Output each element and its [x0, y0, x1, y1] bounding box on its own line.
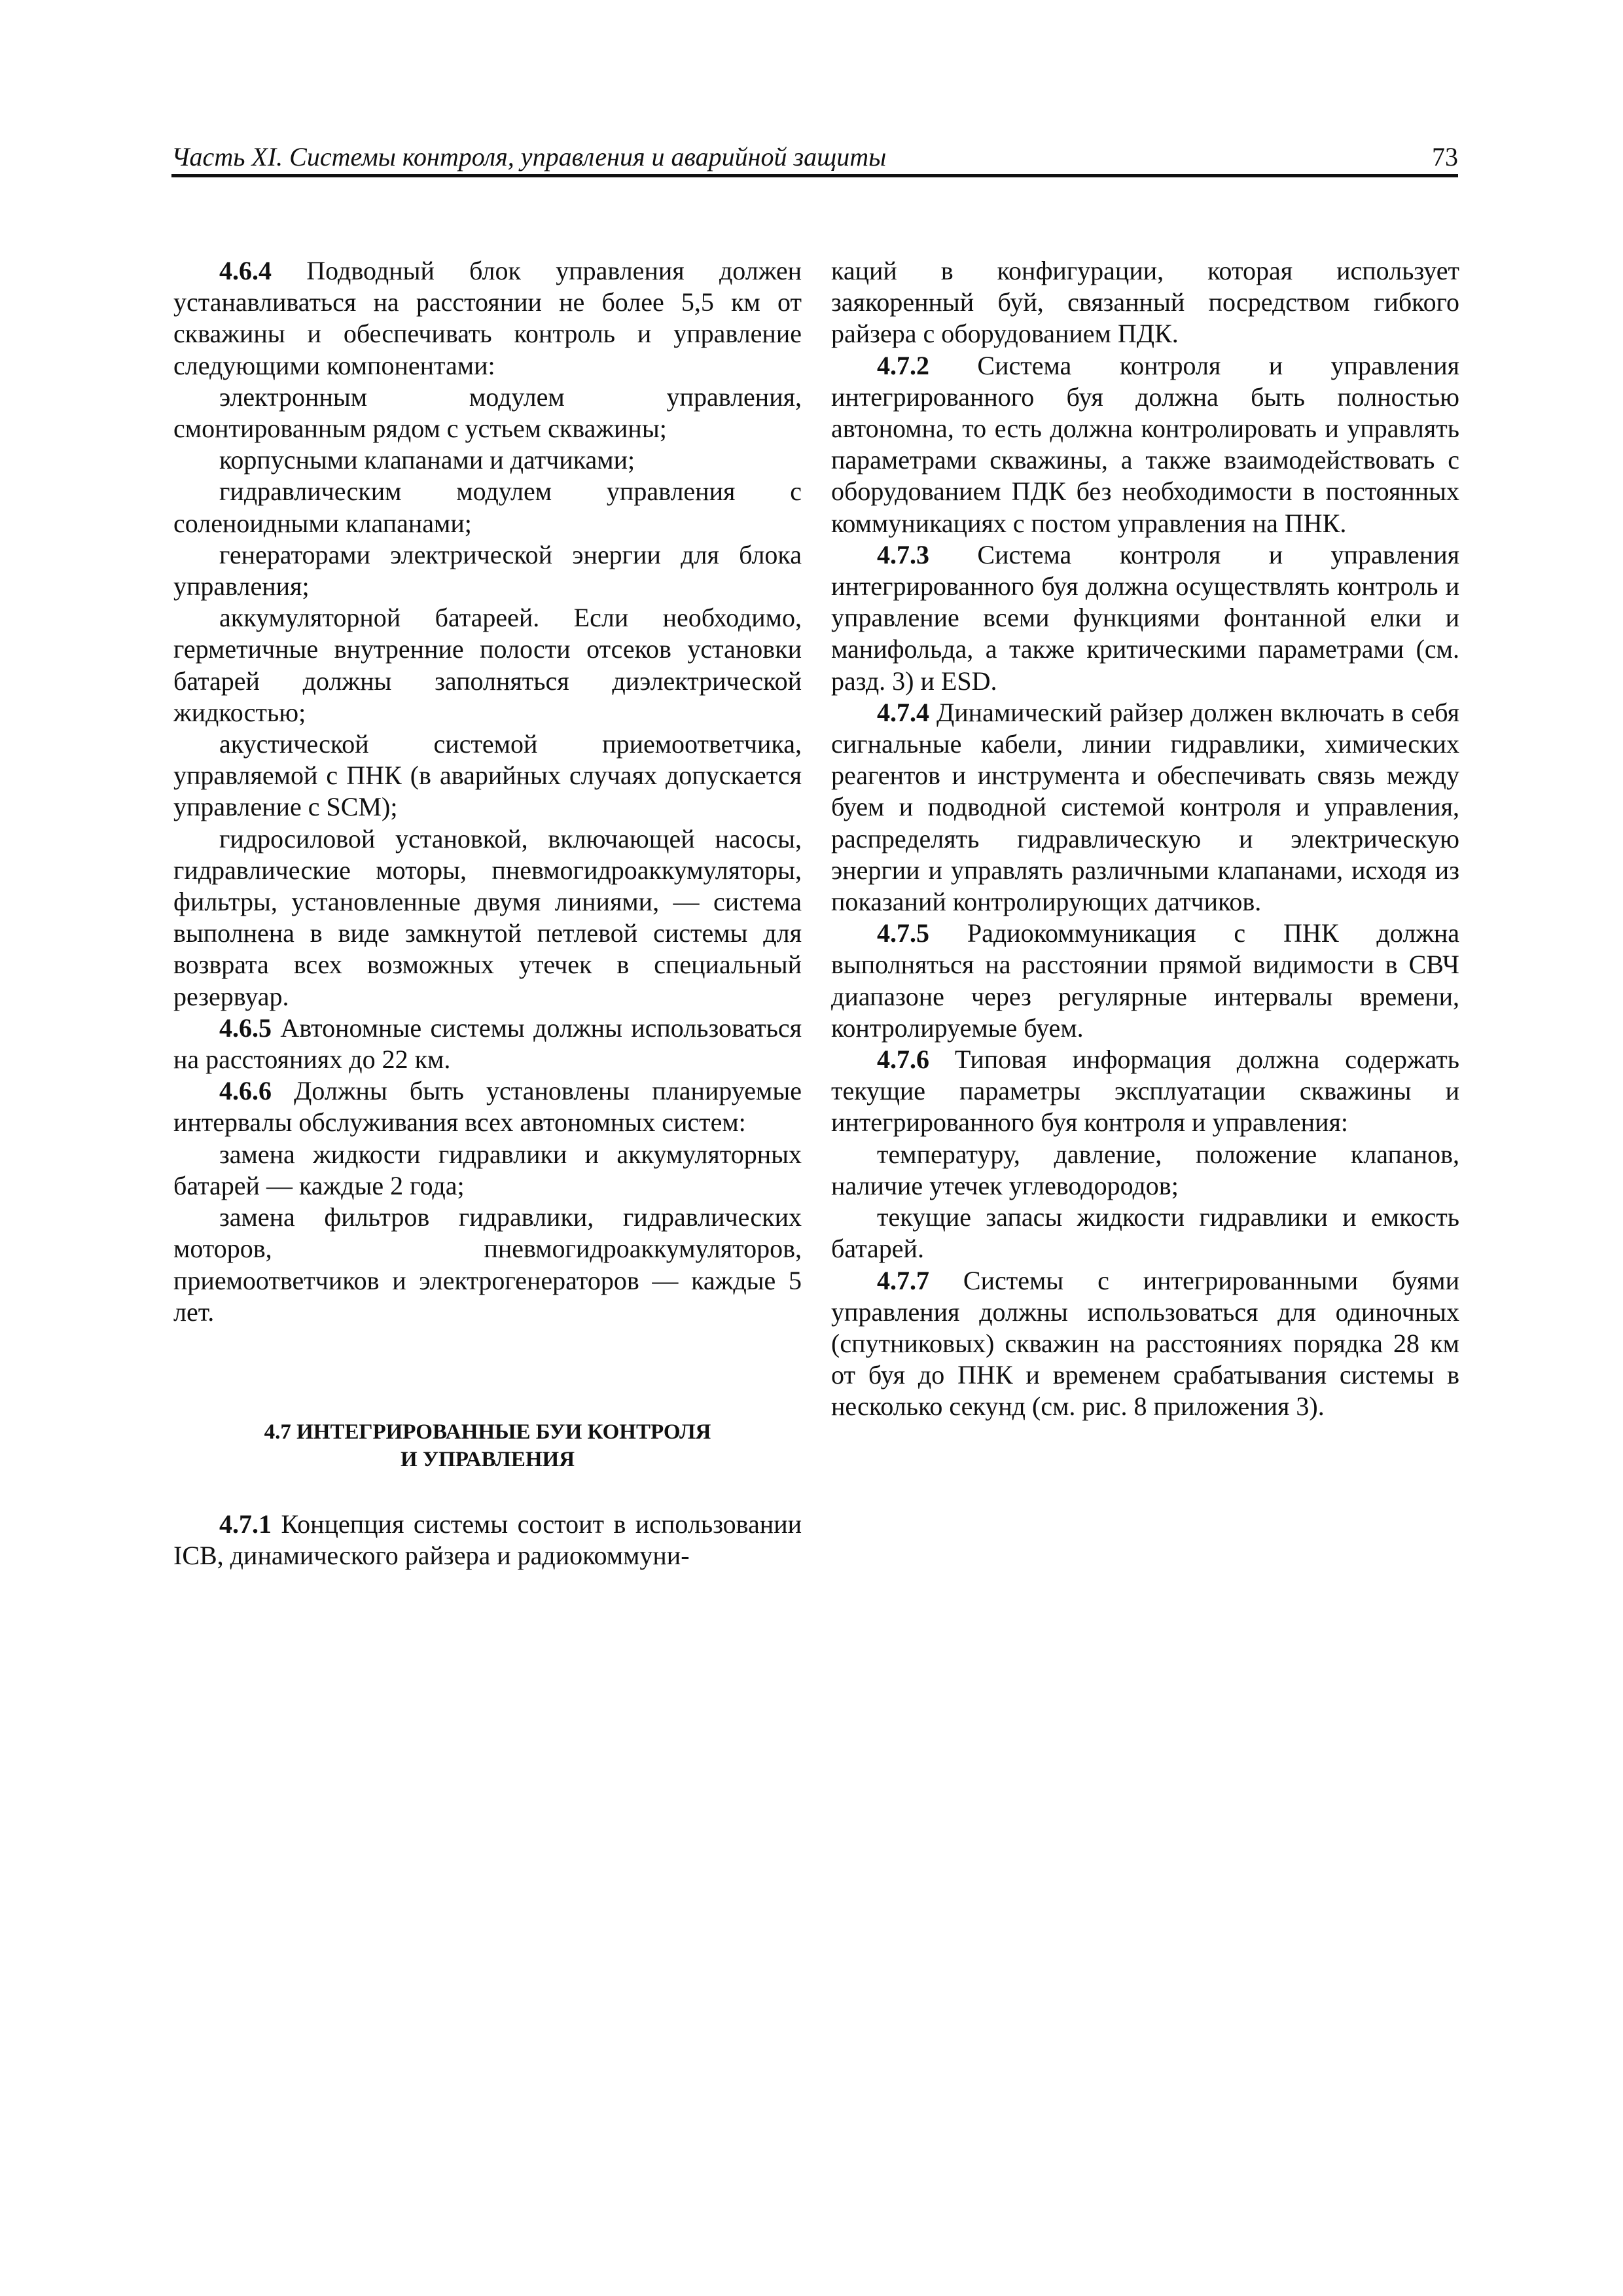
- heading-line: И УПРАВЛЕНИЯ: [400, 1447, 575, 1471]
- paragraph-4-7-3: [831, 539, 1459, 697]
- section-number: 4.7.7: [877, 1265, 929, 1295]
- header-title: Часть XI. Системы контроля, управления и аварийной защиты: [171, 142, 887, 171]
- list-item: аккумуляторной батареей. Если необходимо, герметичные внутренние полости отсеков установки батарей должны заполняться диэлектрической жидкостью;: [173, 603, 802, 727]
- list-item: генераторами электрической энергии для блока управления;: [173, 539, 802, 601]
- list-item: текущие запасы жидкости гидравлики и емкость батарей.: [831, 1202, 1459, 1264]
- paragraph-text: Автономные системы должны использоваться на расстояниях до 22 км.: [173, 1013, 802, 1075]
- paragraph-text: Концепция системы состоит в использовании ICB, динамического райзера и радиокоммуни-: [173, 1509, 802, 1571]
- section-number: 4.6.4: [219, 256, 272, 285]
- paragraph-4-7-7: [831, 1265, 1459, 1423]
- list-item: гидросиловой установкой, включающей насосы, гидравлические моторы, пневмогидроаккумуляторы, фильтры, установленные двумя линиями, — система выполнена в виде замкнутой петлевой системы для возврата всех возможных утечек в специальный резервуар.: [173, 823, 802, 1011]
- paragraph-4-7-2: [831, 350, 1459, 539]
- paragraph-text: Система контроля и управления интегрированного буя должна быть полностью автономна, то есть должна контролировать и управлять параметрами скважины, а также взаимодействовать с оборудованием ПДК без необходимости в постоянных коммуникациях с постом управления на ПНК.: [831, 350, 1459, 538]
- list-item: корпусными клапанами и датчиками;: [219, 445, 635, 475]
- section-number: 4.7.3: [877, 539, 929, 569]
- list-item: гидравлическим модулем управления с соленоидными клапанами;: [173, 476, 802, 538]
- paragraph-4-7-4: [831, 697, 1459, 918]
- paragraph-4-6-4: [173, 255, 802, 382]
- section-heading-4-7: [173, 1418, 802, 1473]
- section-number: 4.7.1: [219, 1509, 272, 1539]
- left-column: [173, 255, 802, 1571]
- section-number: 4.7.2: [877, 350, 929, 380]
- section-number: 4.7.6: [877, 1045, 929, 1075]
- list-item: электронным модулем управления, смонтированным рядом с устьем скважины;: [173, 382, 802, 444]
- section-number: 4.7.4: [877, 697, 929, 727]
- paragraph-text: Подводный блок управления должен устанавливаться на расстоянии не более 5,5 км от скважины и обеспечивать контроль и управление следующими компонентами:: [173, 256, 802, 380]
- paragraph-4-7-1: [173, 1509, 802, 1571]
- page-number: 73: [1432, 142, 1458, 171]
- paragraph-4-7-1-continued: каций в конфигурации, которая использует заякоренный буй, связанный посредством гибкого райзера с оборудованием ПДК.: [831, 256, 1459, 349]
- paragraph-text: Типовая информация должна содержать текущие параметры эксплуатации скважины и интегрированного буя контроля и управления:: [831, 1045, 1459, 1138]
- running-header: [171, 141, 1458, 177]
- section-number: 4.7.5: [877, 918, 929, 948]
- paragraph-4-6-6: [173, 1075, 802, 1138]
- heading-line: 4.7 ИНТЕГРИРОВАННЫЕ БУИ КОНТРОЛЯ: [264, 1420, 711, 1444]
- section-number: 4.6.6: [219, 1076, 272, 1106]
- paragraph-text: Динамический райзер должен включать в себя сигнальные кабели, линии гидравлики, химических реагентов и инструмента и обеспечивать связь между буем и подводной системой контроля и управления, распределять гидравлическую и электрическую энергии и управлять различными клапанами, исходя из показаний контролирующих датчиков.: [831, 697, 1459, 917]
- list-item: акустической системой приемоответчика, управляемой с ПНК (в аварийных случаях допускается управление с SCM);: [173, 729, 802, 822]
- paragraph-4-6-5: [173, 1013, 802, 1075]
- paragraph-text: Система контроля и управления интегрированного буя должна осуществлять контроль и управление всеми функциями фонтанной елки и манифольда, а также критическими параметрами (см. разд. 3) и ESD.: [831, 539, 1459, 696]
- paragraph-4-7-5: [831, 918, 1459, 1044]
- paragraph-text: Радиокоммуникация с ПНК должна выполняться на расстоянии прямой видимости в СВЧ диапазоне через регулярные интервалы времени, контролируемые буем.: [831, 918, 1459, 1043]
- section-number: 4.6.5: [219, 1013, 272, 1043]
- paragraph-4-7-6: [831, 1044, 1459, 1139]
- paragraph-text: Должны быть установлены планируемые интервалы обслуживания всех автономных систем:: [173, 1076, 802, 1138]
- list-item: температуру, давление, положение клапанов, наличие утечек углеводородов;: [831, 1139, 1459, 1200]
- list-item: замена фильтров гидравлики, гидравлических моторов, пневмогидроаккумуляторов, приемоответчиков и электрогенераторов — каждые 5 лет.: [173, 1202, 802, 1327]
- list-item: замена жидкости гидравлики и аккумуляторных батарей — каждые 2 года;: [173, 1139, 802, 1200]
- right-column: [831, 255, 1459, 1423]
- paragraph-text: Системы с интегрированными буями управления должны использоваться для одиночных (спутниковых) скважин на расстояниях порядка 28 км от буя до ПНК и временем срабатывания системы в несколько секунд (см. рис. 8 приложения 3).: [831, 1265, 1459, 1422]
